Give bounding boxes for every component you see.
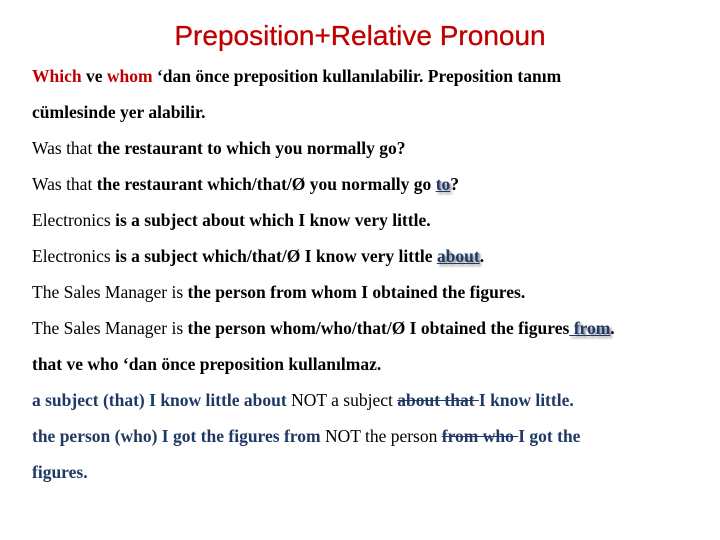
example-lead: Was that	[32, 174, 97, 194]
example-line-1	[32, 138, 406, 159]
correct-form: the person (who) I got the figures from	[32, 426, 321, 446]
contrast-line-3	[32, 462, 88, 483]
punct: .	[610, 318, 615, 338]
example-line-3	[32, 210, 431, 231]
keyword-which: Which	[32, 66, 82, 86]
example-body: the person from whom I obtained the figures.	[187, 282, 526, 302]
stranded-preposition: about	[436, 246, 480, 266]
example-body: the person whom/who/that/Ø I obtained the figures	[187, 318, 570, 338]
rule-line-3	[32, 354, 381, 375]
slide-title: Preposition+Relative Pronoun	[174, 20, 546, 51]
stranded-preposition: to	[435, 174, 451, 194]
rule-line-2	[32, 102, 206, 123]
example-lead: Electronics	[32, 210, 116, 230]
example-body: the restaurant to which you normally go?	[96, 138, 406, 158]
example-line-4	[32, 246, 484, 267]
example-line-2	[32, 174, 459, 195]
incorrect-tail-cont: figures.	[32, 462, 88, 482]
punct: .	[479, 246, 485, 266]
rule-text-cont: cümlesinde yer alabilir.	[32, 102, 206, 122]
punct: ?	[450, 174, 460, 194]
example-lead: Electronics	[32, 246, 116, 266]
text-not: NOT a subject	[286, 390, 398, 410]
rule-text: that ve who ‘dan önce preposition kullanılmaz.	[32, 354, 382, 374]
rule-text: ‘dan önce preposition kullanılabilir. Preposition tanım	[152, 66, 562, 86]
example-lead: The Sales Manager is	[32, 282, 188, 302]
example-body: is a subject about which I know very little.	[115, 210, 431, 230]
text-ve: ve	[81, 66, 107, 86]
example-body: the restaurant which/that/Ø you normally go	[96, 174, 436, 194]
text-not: NOT the person	[320, 426, 442, 446]
stranded-preposition: from	[569, 318, 611, 338]
example-body: is a subject which/that/Ø I know very little	[115, 246, 437, 266]
example-line-6	[32, 318, 615, 339]
example-lead: The Sales Manager is	[32, 318, 188, 338]
example-lead: Was that	[32, 138, 97, 158]
keyword-whom: whom	[106, 66, 153, 86]
incorrect-tail: I got the	[518, 426, 581, 446]
incorrect-struck: from who	[441, 426, 519, 446]
rule-line-1	[32, 66, 561, 87]
contrast-line-1	[32, 390, 574, 411]
incorrect-tail: I know little.	[478, 390, 574, 410]
incorrect-struck: about that	[397, 390, 479, 410]
example-line-5	[32, 282, 525, 303]
contrast-line-2	[32, 426, 580, 447]
correct-form: a subject (that) I know little about	[32, 390, 287, 410]
